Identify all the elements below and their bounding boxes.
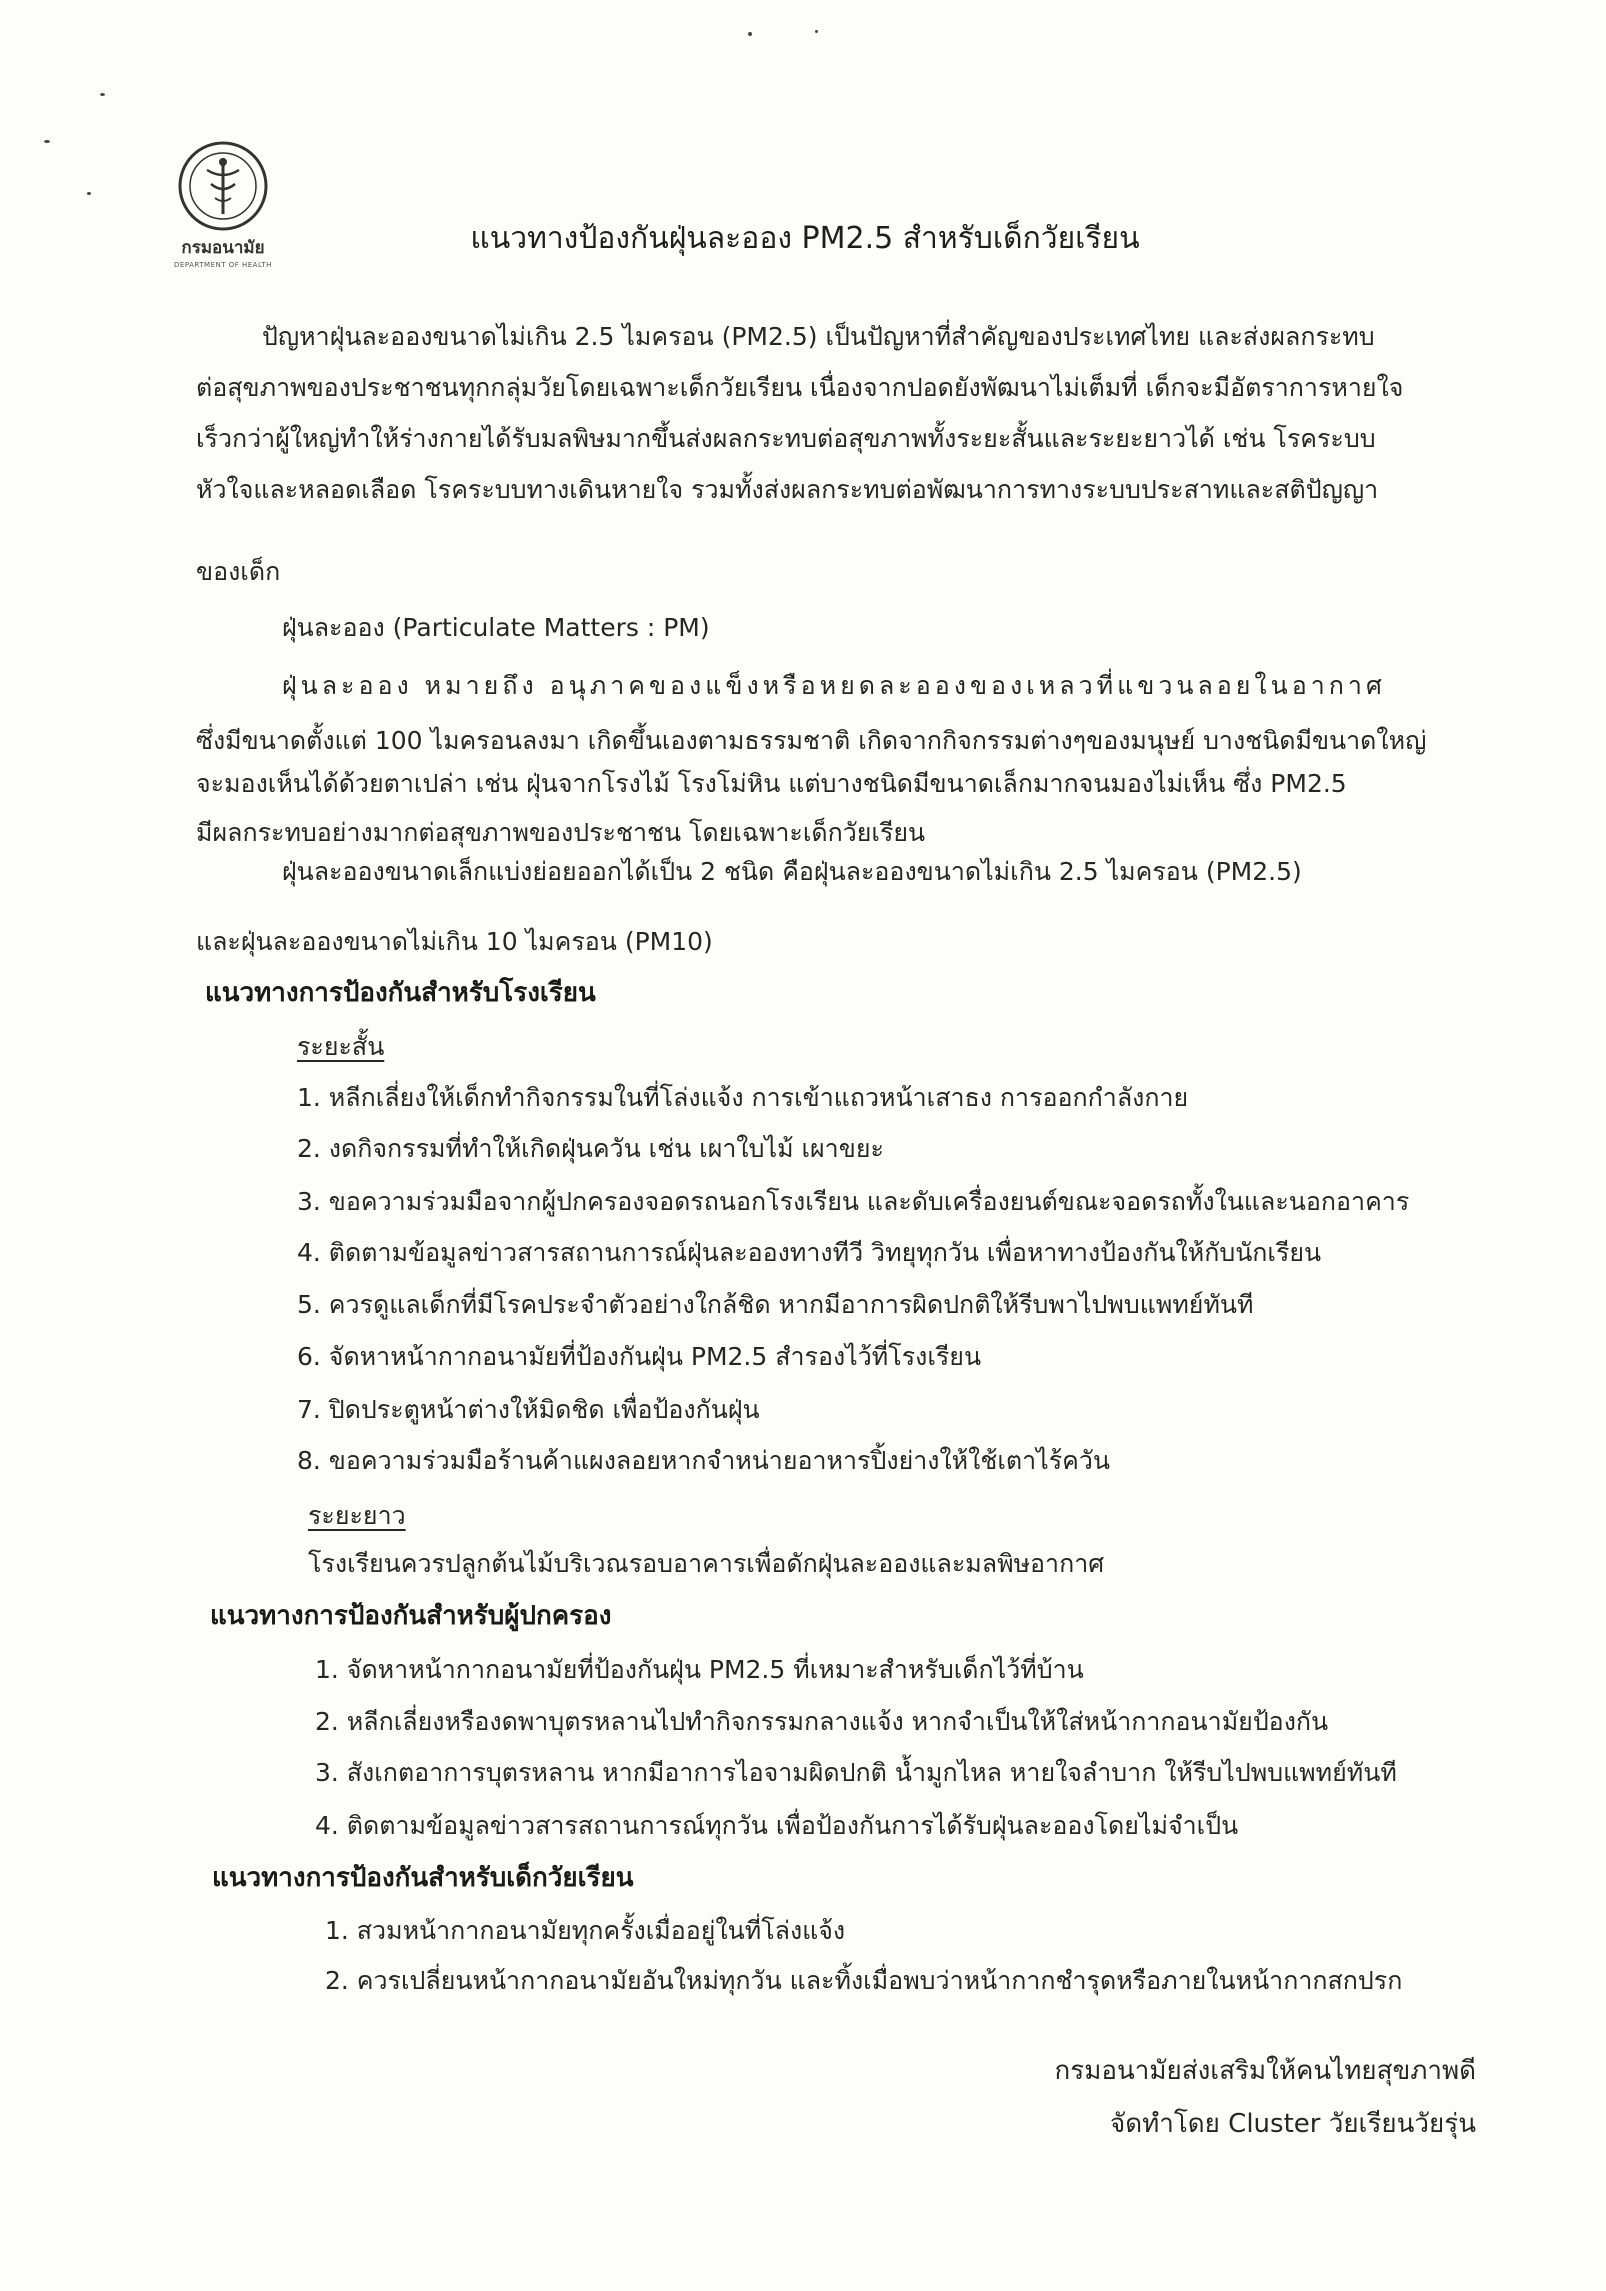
students-item: 2. ควรเปลี่ยนหน้ากากอนามัยอันใหม่ทุกวัน และทิ้งเมื่อพบว่าหน้ากากชำรุดหรือภายในหน้ากากสกปรก	[325, 1966, 1403, 1995]
logo-name-th: กรมอนามัย	[181, 238, 265, 258]
students-heading: แนวทางการป้องกันสำหรับเด็กวัยเรียน	[212, 1863, 634, 1893]
parents-item: 3. สังเกตอาการบุตรหลาน หากมีอาการไอจามผิดปกติ น้ำมูกไหล หายใจลำบาก ให้รีบไปพบแพทย์ทันที	[315, 1758, 1397, 1787]
scan-speck	[44, 140, 50, 143]
logo-name-en: DEPARTMENT OF HEALTH	[174, 261, 272, 269]
school-short-label: ระยะสั้น	[297, 1032, 385, 1061]
school-heading: แนวทางการป้องกันสำหรับโรงเรียน	[205, 978, 596, 1008]
small-line: ฝุ่นละอองขนาดเล็กแบ่งย่อยออกได้เป็น 2 ชนิด คือฝุ่นละอองขนาดไม่เกิน 2.5 ไมครอน (PM2.5)	[282, 857, 1302, 886]
pm-line: มีผลกระทบอย่างมากต่อสุขภาพของประชาชน โดยเฉพาะเด็กวัยเรียน	[196, 818, 926, 847]
scan-speck	[87, 192, 91, 195]
school-short-item: 6. จัดหาหน้ากากอนามัยที่ป้องกันฝุ่น PM2.5 สำรองไว้ที่โรงเรียน	[297, 1342, 982, 1371]
intro-line: ปัญหาฝุ่นละอองขนาดไม่เกิน 2.5 ไมครอน (PM2.5) เป็นปัญหาที่สำคัญของประเทศไทย และส่งผลกระทบ	[262, 322, 1375, 351]
school-long-text: โรงเรียนควรปลูกต้นไม้บริเวณรอบอาคารเพื่อดักฝุ่นละอองและมลพิษอากาศ	[308, 1549, 1105, 1578]
parents-item: 1. จัดหาหน้ากากอนามัยที่ป้องกันฝุ่น PM2.5 ที่เหมาะสำหรับเด็กไว้ที่บ้าน	[315, 1655, 1084, 1684]
school-short-item: 8. ขอความร่วมมือร้านค้าแผงลอยหากจำหน่ายอาหารปิ้งย่างให้ใช้เตาไร้ควัน	[297, 1446, 1110, 1475]
parents-heading: แนวทางการป้องกันสำหรับผู้ปกครอง	[210, 1601, 612, 1631]
pm-heading: ฝุ่นละออง (Particulate Matters : PM)	[282, 613, 710, 642]
school-short-item: 1. หลีกเลี่ยงให้เด็กทำกิจกรรมในที่โล่งแจ้ง การเข้าแถวหน้าเสาธง การออกกำลังกาย	[297, 1083, 1189, 1112]
department-logo	[158, 140, 288, 269]
scan-speck	[815, 30, 818, 33]
school-short-item: 4. ติดตามข้อมูลข่าวสารสถานการณ์ฝุ่นละอองทางทีวี วิทยุทุกวัน เพื่อหาทางป้องกันให้กับนักเรียน	[297, 1238, 1322, 1267]
pm-line: จะมองเห็นได้ด้วยตาเปล่า เช่น ฝุ่นจากโรงไม้ โรงโม่หิน แต่บางชนิดมีขนาดเล็กมากจนมองไม่เห็น ซึ่ง PM2.5	[196, 769, 1347, 798]
pm-line: ฝุ่นละออง หมายถึง อนุภาคของแข็งหรือหยดละอองของเหลวที่แขวนลอยในอากาศ	[282, 671, 1386, 700]
school-short-item: 3. ขอความร่วมมือจากผู้ปกครองจอดรถนอกโรงเรียน และดับเครื่องยนต์ขณะจอดรถทั้งในและนอกอาคาร	[297, 1187, 1410, 1216]
school-short-item: 7. ปิดประตูหน้าต่างให้มิดชิด เพื่อป้องกันฝุ่น	[297, 1395, 760, 1424]
students-item: 1. สวมหน้ากากอนามัยทุกครั้งเมื่ออยู่ในที่โล่งแจ้ง	[325, 1916, 846, 1945]
footer-slogan: กรมอนามัยส่งเสริมให้คนไทยสุขภาพดี	[1054, 2056, 1476, 2086]
pm-line: ซึ่งมีขนาดตั้งแต่ 100 ไมครอนลงมา เกิดขึ้นเองตามธรรมชาติ เกิดจากกิจกรรมต่างๆของมนุษย์ บางชนิดมีขนาดใหญ่	[196, 726, 1427, 755]
scan-speck	[748, 32, 752, 36]
parents-item: 2. หลีกเลี่ยงหรืองดพาบุตรหลานไปทำกิจกรรมกลางแจ้ง หากจำเป็นให้ใส่หน้ากากอนามัยป้องกัน	[315, 1707, 1329, 1736]
department-seal-icon	[177, 140, 269, 232]
page-title: แนวทางป้องกันฝุ่นละออง PM2.5 สำหรับเด็กวัยเรียน	[470, 221, 1140, 256]
intro-line: หัวใจและหลอดเลือด โรคระบบทางเดินหายใจ รวมทั้งส่งผลกระทบต่อพัฒนาการทางระบบประสาทและสติปัญญา	[196, 475, 1379, 504]
school-short-item: 2. งดกิจกรรมที่ทำให้เกิดฝุ่นควัน เช่น เผาใบไม้ เผาขยะ	[297, 1134, 884, 1163]
intro-line: ของเด็ก	[196, 557, 281, 586]
small-line: และฝุ่นละอองขนาดไม่เกิน 10 ไมครอน (PM10)	[196, 927, 713, 956]
school-short-item: 5. ควรดูแลเด็กที่มีโรคประจำตัวอย่างใกล้ชิด หากมีอาการผิดปกติให้รีบพาไปพบแพทย์ทันที	[297, 1290, 1254, 1319]
intro-line: ต่อสุขภาพของประชาชนทุกกลุ่มวัยโดยเฉพาะเด็กวัยเรียน เนื่องจากปอดยังพัฒนาไม่เต็มที่ เด็กจะมีอัตราการหายใจ	[196, 373, 1404, 402]
footer-credit: จัดทำโดย Cluster วัยเรียนวัยรุ่น	[1109, 2109, 1476, 2139]
intro-line: เร็วกว่าผู้ใหญ่ทำให้ร่างกายได้รับมลพิษมากขึ้นส่งผลกระทบต่อสุขภาพทั้งระยะสั้นและระยะยาวได้ เช่น โรคระบบ	[196, 424, 1376, 453]
parents-item: 4. ติดตามข้อมูลข่าวสารสถานการณ์ทุกวัน เพื่อป้องกันการได้รับฝุ่นละอองโดยไม่จำเป็น	[315, 1811, 1239, 1840]
scan-speck	[100, 93, 105, 96]
school-long-label: ระยะยาว	[308, 1501, 406, 1530]
